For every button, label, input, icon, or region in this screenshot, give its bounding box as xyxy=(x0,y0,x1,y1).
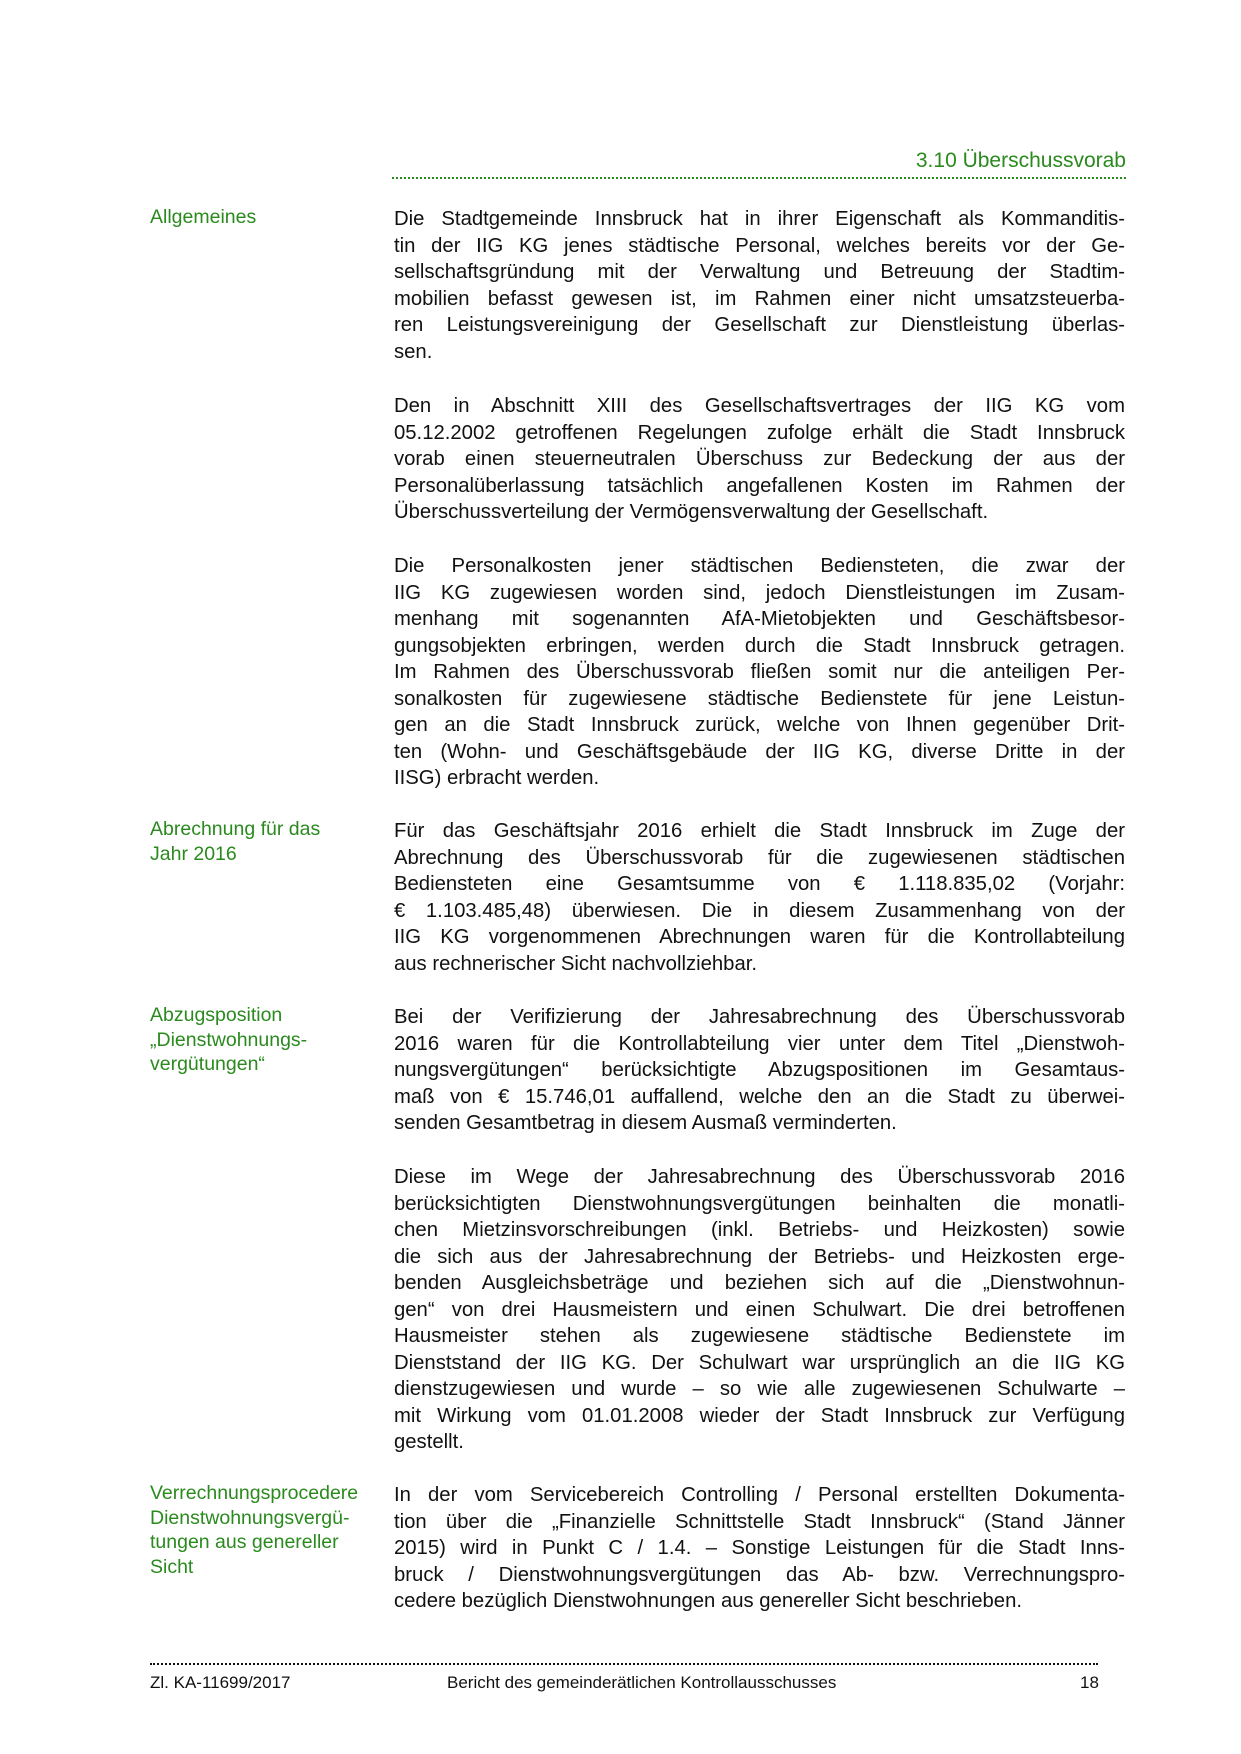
text-line: IIG KG vorgenommenen Abrechnungen waren für die Kontrollabteilung xyxy=(394,926,1125,948)
text-line: Hausmeister stehen als zugewiesene städtische Bedienstete im xyxy=(394,1325,1125,1347)
body-paragraph xyxy=(394,553,1125,792)
body-paragraph xyxy=(394,1004,1125,1137)
text-line: cedere bezüglich Dienstwohnungen aus genereller Sicht beschrieben. xyxy=(394,1590,1022,1612)
margin-label: Abzugsposition „Dienstwohnungs- vergütungen“ xyxy=(150,1004,308,1075)
text-line: Den in Abschnitt XIII des Gesellschaftsvertrages der IIG KG vom xyxy=(394,395,1125,417)
footer-divider xyxy=(150,1663,1098,1665)
text-line: gungsobjekten erbringen, werden durch die Stadt Innsbruck getragen. xyxy=(394,634,1125,657)
text-line: chen Mietzinsvorschreibungen (inkl. Betriebs- und Heizkosten) sowie xyxy=(394,1219,1125,1241)
text-line: Überschussverteilung der Vermögensverwaltung der Gesellschaft. xyxy=(394,501,989,523)
text-line: 2016 waren für die Kontrollabteilung vier unter dem Titel „Dienstwoh- xyxy=(394,1032,1125,1055)
margin-label: Allgemeines xyxy=(150,206,257,228)
body-paragraph xyxy=(394,206,1125,365)
text-line: menhang mit sogenannten AfA-Mietobjekten und Geschäftsbesor- xyxy=(394,608,1125,630)
text-line: maß von € 15.746,01 auffallend, welche den an die Stadt zu überwei- xyxy=(394,1085,1125,1108)
text-line: Die Personalkosten jener städtischen Bediensteten, die zwar der xyxy=(394,555,1125,577)
text-line: ten (Wohn- und Geschäftsgebäude der IIG KG, diverse Dritte in der xyxy=(394,740,1125,763)
text-line: € 1.103.485,48) überwiesen. Die in diesem Zusammenhang von der xyxy=(394,899,1125,922)
text-line: Abrechnung des Überschussvorab für die zugewiesenen städtischen xyxy=(394,846,1125,869)
text-line: Bediensteten eine Gesamtsumme von € 1.118.835,02 (Vorjahr: xyxy=(394,873,1125,895)
text-line: bruck / Dienstwohnungsvergütungen das Ab- bzw. Verrechnungspro- xyxy=(394,1563,1125,1586)
text-line: dienstzugewiesen und wurde – so wie alle zugewiesenen Schulwarte – xyxy=(394,1378,1125,1400)
text-line: Die Stadtgemeinde Innsbruck hat in ihrer Eigenschaft als Kommanditis- xyxy=(394,208,1125,230)
body-paragraph xyxy=(394,818,1125,977)
text-line: Im Rahmen des Überschussvorab fließen somit nur die anteiligen Per- xyxy=(394,661,1125,683)
text-line: die sich aus der Jahresabrechnung der Betriebs- und Heizkosten erge- xyxy=(394,1245,1125,1268)
text-line: berücksichtigten Dienstwohnungsvergütungen beinhalten die monatli- xyxy=(394,1192,1125,1215)
body-paragraph xyxy=(394,393,1125,526)
text-line: tion über die „Finanzielle Schnittstelle Stadt Innsbruck“ (Stand Jänner xyxy=(394,1510,1125,1533)
text-line: sonalkosten für zugewiesene städtische Bedienstete für jene Leistun- xyxy=(394,687,1125,710)
section-header: 3.10 Überschussvorab xyxy=(915,149,1126,172)
text-line: IIG KG zugewiesen worden sind, jedoch Dienstleistungen im Zusam- xyxy=(394,581,1125,604)
text-line: IISG) erbracht werden. xyxy=(394,767,600,789)
text-line: aus rechnerischer Sicht nachvollziehbar. xyxy=(394,952,758,975)
text-line: sen. xyxy=(394,340,433,363)
body-paragraph xyxy=(394,1482,1125,1615)
margin-label: Verrechnungsprocedere Dienstwohnungsvergü- tungen aus genereller Sicht xyxy=(150,1482,359,1578)
text-line: In der vom Servicebereich Controlling / Personal erstellten Dokumenta- xyxy=(394,1484,1125,1506)
text-line: sellschaftsgründung mit der Verwaltung und Betreuung der Stadtim- xyxy=(394,261,1125,283)
text-line: gen“ von drei Hausmeistern und einen Schulwart. Die drei betroffenen xyxy=(394,1298,1125,1321)
body-paragraph xyxy=(394,1164,1125,1456)
text-line: vorab einen steuerneutralen Überschuss zur Bedeckung der aus der xyxy=(394,448,1125,470)
text-line: mobilien befasst gewesen ist, im Rahmen einer nicht umsatzsteuerba- xyxy=(394,287,1125,310)
text-line: nungsvergütungen“ berücksichtigte Abzugspositionen im Gesamtaus- xyxy=(394,1059,1125,1081)
text-line: Dienststand der IIG KG. Der Schulwart war ursprünglich an die IIG KG xyxy=(394,1351,1125,1374)
text-line: 05.12.2002 getroffenen Regelungen zufolge erhält die Stadt Innsbruck xyxy=(394,421,1125,444)
page-number: 18 xyxy=(1080,1673,1099,1692)
margin-label: Abrechnung für das Jahr 2016 xyxy=(150,818,321,865)
text-line: Bei der Verifizierung der Jahresabrechnung des Überschussvorab xyxy=(394,1006,1125,1028)
text-line: gen an die Stadt Innsbruck zurück, welche von Ihnen gegenüber Drit- xyxy=(394,714,1125,736)
text-line: tin der IIG KG jenes städtische Personal, welches bereits vor der Ge- xyxy=(394,234,1125,257)
text-line: benden Ausgleichsbeträge und beziehen sich auf die „Dienstwohnun- xyxy=(394,1272,1125,1294)
text-line: gestellt. xyxy=(394,1431,464,1453)
text-line: mit Wirkung vom 01.01.2008 wieder der Stadt Innsbruck zur Verfügung xyxy=(394,1404,1125,1427)
text-line: Für das Geschäftsjahr 2016 erhielt die Stadt Innsbruck im Zuge der xyxy=(394,820,1125,842)
text-line: senden Gesamtbetrag in diesem Ausmaß verminderten. xyxy=(394,1112,897,1134)
text-line: ren Leistungsvereinigung der Gesellschaft zur Dienstleistung überlas- xyxy=(394,314,1125,336)
text-line: Personalüberlassung tatsächlich angefallenen Kosten im Rahmen der xyxy=(394,474,1125,497)
text-line: Diese im Wege der Jahresabrechnung des Überschussvorab 2016 xyxy=(394,1166,1125,1188)
header-divider xyxy=(392,177,1126,179)
footer-reference: Zl. KA-11699/2017 xyxy=(150,1673,291,1692)
text-line: 2015) wird in Punkt C / 1.4. – Sonstige Leistungen für die Stadt Inns- xyxy=(394,1537,1125,1559)
footer-title: Bericht des gemeinderätlichen Kontrollausschusses xyxy=(447,1673,837,1692)
